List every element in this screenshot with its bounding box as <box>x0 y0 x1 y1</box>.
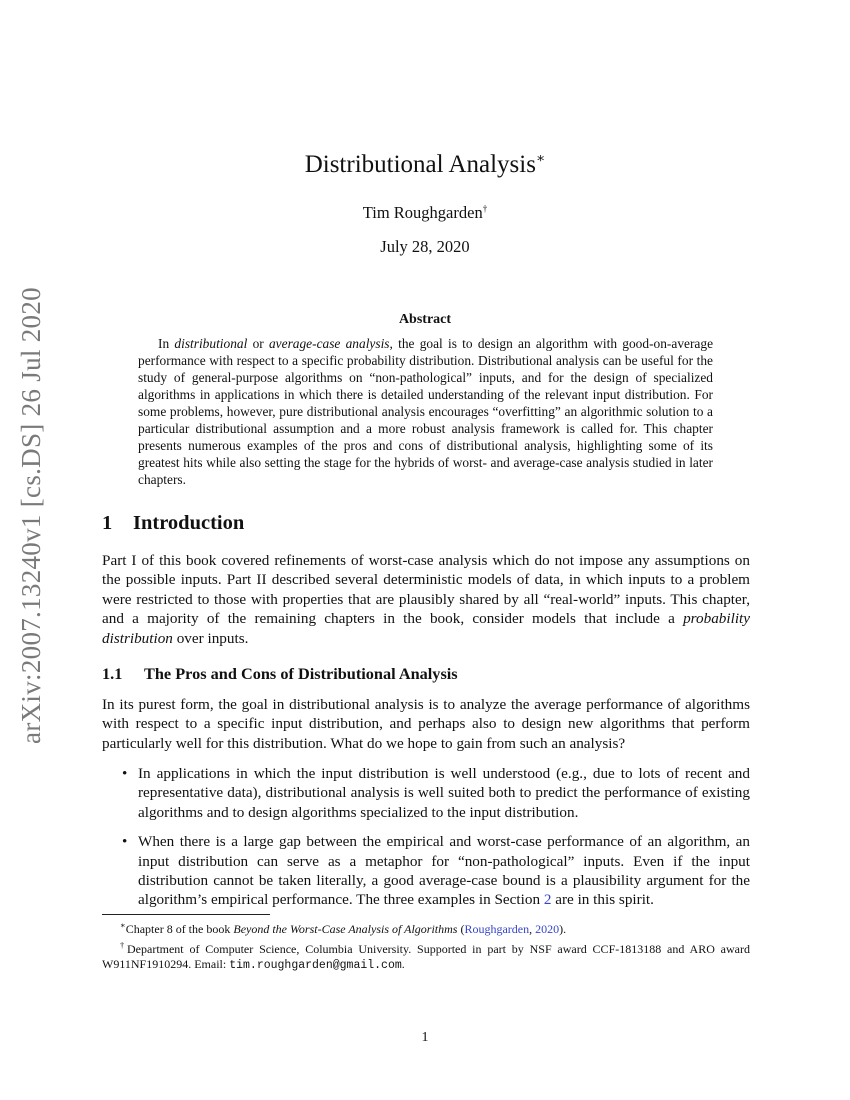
author-email[interactable]: tim.roughgarden@gmail.com <box>229 959 402 972</box>
citation-link-name[interactable]: Roughgarden <box>464 922 530 936</box>
footnote-2-mark: † <box>120 940 127 950</box>
footnote-1-text: Chapter 8 of the book <box>125 922 234 936</box>
bullet-marker: • <box>122 833 128 851</box>
intro-paragraph <box>102 551 750 648</box>
arxiv-side-stamp <box>14 280 48 750</box>
subsection-title: The Pros and Cons of Distributional Analysis <box>144 664 458 683</box>
bullet-list <box>102 764 750 920</box>
footnote-2-text: Department of Computer Science, Columbia University. Supported in part by NSF award CCF-1813188 and ARO award W911NF1910294. Email: <box>102 941 750 971</box>
title-footnote-mark: ∗ <box>535 150 546 166</box>
author-name: Tim Roughgarden <box>362 203 483 222</box>
arxiv-identifier: arXiv:2007.13240v1 [cs.DS] 26 Jul 2020 <box>15 286 46 744</box>
abstract-text-3: , the goal is to design an algorithm with good-on-average performance with respect to a specific probability distribution. Distributional analysis can be useful for the study of general-purpose algorithms on “non-pathological” inputs, and for the design of specialized algorithms in applications in which there is detailed understanding of the relevant input distribution. For some problems, however, pure distributional analysis encourages “overfitting” an algorithmic solution to a particular distributional assumption and a more robust analysis framework is called for. This chapter presents numerous examples of the pros and cons of distributional analysis, highlighting some of its greatest hits while also setting the stage for the hybrids of worst- and average-case analysis studied in later chapters. <box>138 336 714 487</box>
subsection-number: 1.1 <box>102 664 123 683</box>
abstract-text-1: In <box>158 336 175 351</box>
footnotes <box>102 918 750 974</box>
abstract-heading: Abstract <box>398 312 452 327</box>
bullet-marker: • <box>122 765 128 782</box>
footnote-1 <box>102 918 750 938</box>
footnote-2 <box>102 938 750 974</box>
page-number: 1 <box>421 1030 429 1045</box>
paper-date: July 28, 2020 <box>380 237 470 256</box>
abstract-emphasis-2: average-case analysis <box>268 336 390 351</box>
list-item-text: In applications in which the input distribution is well understood (e.g., due to lots of recent and representative data), distributional analysis is well suited both to predict the performance of existing algorithms and to design algorithms specialized to the input distribution. <box>138 765 750 821</box>
citation-link-year[interactable]: 2020 <box>535 922 560 936</box>
section-number: 1 <box>102 512 113 534</box>
subsection-paragraph: In its purest form, the goal in distributional analysis is to analyze the average performance of algorithms with respect to a specific input distribution, and perhaps also to design new algorithms that perform particularly well for this distribution. What do we hope to gain from such an analysis? <box>102 696 750 752</box>
intro-tail: over inputs. <box>172 629 249 647</box>
subsection-heading <box>102 664 458 684</box>
footnote-1-close: ). <box>559 922 567 936</box>
footnote-1-mark: ∗ <box>120 921 126 930</box>
author-line <box>0 203 850 223</box>
section-ref-link[interactable]: 2 <box>543 891 552 909</box>
footnote-1-comma: , <box>529 922 536 936</box>
list-item <box>102 764 750 822</box>
list-item <box>102 832 750 910</box>
intro-text: Part I of this book covered refinements of worst-case analysis which do not impose any assumptions on the possible inputs. Part II described several deterministic models of data, in which inputs to a problem were restricted to those with properties that are plausibly shared by all “real-world” inputs. This chapter, and a majority of the remaining chapters in the book, consider models that include a <box>102 552 750 628</box>
title-text: Distributional Analysis <box>304 151 536 178</box>
abstract-body <box>138 335 713 488</box>
abstract-text-2: or <box>247 336 269 351</box>
abstract-emphasis-1: distributional <box>174 336 248 351</box>
list-item-text: When there is a large gap between the empirical and worst-case performance of an algorithm, an input distribution can serve as a metaphor for “non-pathological” inputs. Even if the input distribution cannot be taken literally, a good average-case bound is a plausibility argument for the algorithm’s empirical performance. The three examples in Section <box>138 833 750 909</box>
footnote-1-open: ( <box>457 922 465 936</box>
intro-emphasis: probability distribution <box>102 610 750 647</box>
footnote-rule <box>102 914 270 915</box>
paper-title <box>0 151 850 179</box>
footnote-1-book-title: Beyond the Worst-Case Analysis of Algorithms <box>233 922 458 936</box>
section-heading-introduction <box>102 512 244 535</box>
list-item-tail: are in this spirit. <box>551 891 654 909</box>
author-footnote-mark: † <box>482 203 488 214</box>
section-title: Introduction <box>133 512 245 534</box>
footnote-2-end: . <box>401 957 405 971</box>
